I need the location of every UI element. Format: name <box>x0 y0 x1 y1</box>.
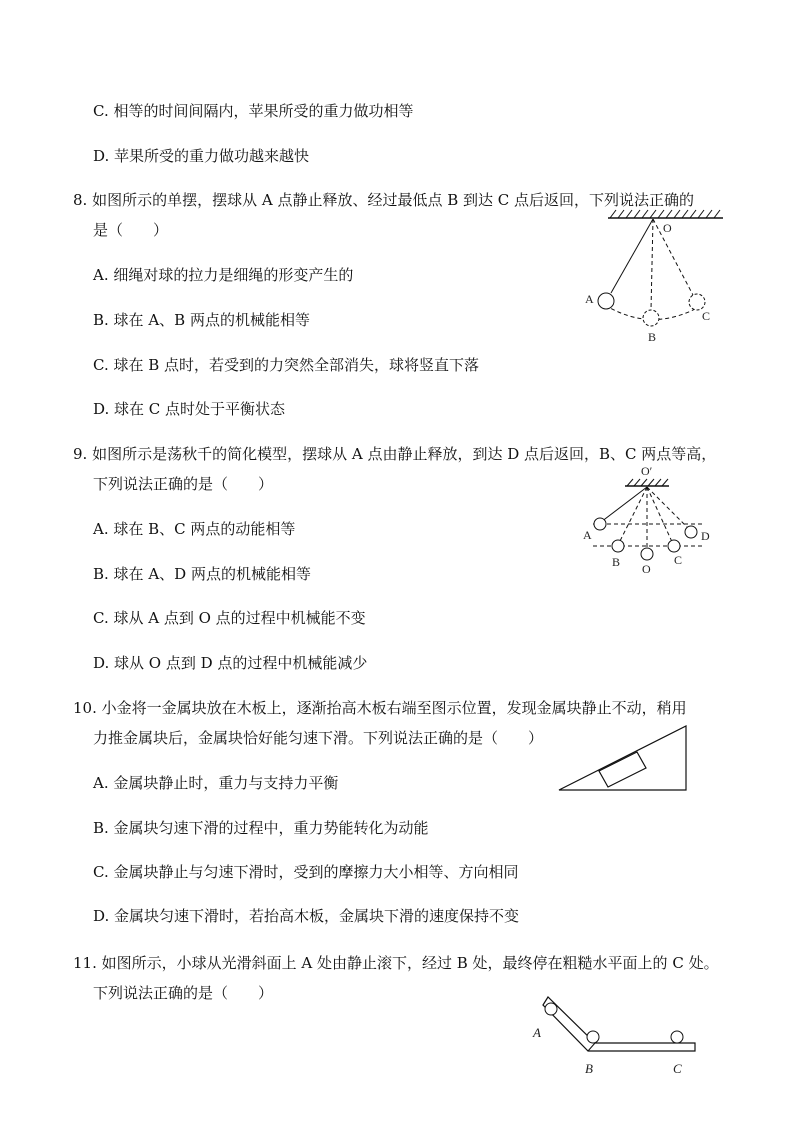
q9-stem-line1: 9. 如图所示是荡秋千的简化模型，摆球从 A 点由静止释放，到达 D 点后返回，B、C 两点等高， <box>73 445 717 463</box>
label-c: C <box>673 1061 682 1076</box>
q9-option-a: A. 球在 B、C 两点的动能相等 <box>93 520 296 538</box>
ball-b <box>643 310 659 326</box>
q8-option-d: D. 球在 C 点时处于平衡状态 <box>93 400 286 418</box>
ball-o <box>641 548 653 560</box>
q10-option-d: D. 金属块匀速下滑时，若抬高木板，金属块下滑的速度保持不变 <box>93 907 520 925</box>
incline-figure <box>555 720 695 800</box>
ball-c <box>668 540 680 552</box>
label-o: O <box>642 562 651 576</box>
q10-stem-line1: 10. 小金将一金属块放在木板上，逐渐抬高木板右端至图示位置，发现金属块静止不动，稍用 <box>73 699 687 717</box>
q9-stem-line2: 下列说法正确的是（ ） <box>93 475 274 493</box>
q10-option-c: C. 金属块静止与匀速下滑时，受到的摩擦力大小相等、方向相同 <box>93 863 519 881</box>
label-a: A <box>533 1025 541 1040</box>
ball-b <box>587 1031 599 1043</box>
q8-option-c: C. 球在 B 点时，若受到的力突然全部消失，球将竖直下落 <box>93 356 480 374</box>
label-d: D <box>701 529 710 543</box>
q8-stem-line2: 是（ ） <box>93 221 169 239</box>
swing-model-figure <box>575 460 725 580</box>
q7-option-c: C. 相等的时间间隔内，苹果所受的重力做功相等 <box>93 102 414 120</box>
q10-option-a: A. 金属块静止时，重力与支持力平衡 <box>93 774 339 792</box>
q10-option-b: B. 金属块匀速下滑的过程中，重力势能转化为动能 <box>93 819 429 837</box>
ball-a <box>598 293 614 309</box>
ball-c <box>671 1031 683 1043</box>
label-b: B <box>612 555 621 569</box>
label-b: B <box>585 1061 593 1076</box>
string-solid <box>611 219 653 293</box>
ball-c <box>689 294 705 310</box>
string-d <box>647 487 689 529</box>
label-o: O <box>663 221 672 235</box>
label-o-prime: O′ <box>641 464 653 478</box>
string-a <box>601 487 647 522</box>
ball-d <box>685 526 697 538</box>
slope-figure <box>525 995 705 1080</box>
q8-option-a: A. 细绳对球的拉力是细绳的形变产生的 <box>93 266 354 284</box>
label-a: A <box>583 528 592 542</box>
pendulum-figure <box>575 205 725 345</box>
metal-block <box>599 752 646 787</box>
string-dashed-c <box>653 219 693 295</box>
string-dashed-b <box>651 219 653 310</box>
q10-stem-line2: 力推金属块后，金属块恰好能匀速下滑。下列说法正确的是（ ） <box>93 729 544 747</box>
q9-option-c: C. 球从 A 点到 O 点的过程中机械能不变 <box>93 609 366 627</box>
q7-option-d: D. 苹果所受的重力做功越来越快 <box>93 147 310 165</box>
swing-support <box>625 479 669 486</box>
q11-stem-line1: 11. 如图所示，小球从光滑斜面上 A 处由静止滚下，经过 B 处，最终停在粗糙水平面上的 C 处。 <box>73 954 719 972</box>
slope-and-floor <box>543 997 695 1051</box>
q8-option-b: B. 球在 A、B 两点的机械能相等 <box>93 311 310 329</box>
label-c: C <box>702 309 711 323</box>
string-b <box>619 487 647 543</box>
q9-option-b: B. 球在 A、D 两点的机械能相等 <box>93 565 311 583</box>
ceiling-support <box>608 210 723 218</box>
q11-stem-line2: 下列说法正确的是（ ） <box>93 984 274 1002</box>
q9-option-d: D. 球从 O 点到 D 点的过程中机械能减少 <box>93 654 368 672</box>
ball-a <box>545 1003 557 1015</box>
q8-stem-line1: 8. 如图所示的单摆，摆球从 A 点静止释放、经过最低点 B 到达 C 点后返回，下列说法正确的 <box>73 191 695 209</box>
string-c <box>647 487 673 544</box>
label-c: C <box>674 553 683 567</box>
ball-b <box>612 540 624 552</box>
label-a: A <box>585 292 594 306</box>
ball-a <box>594 518 606 530</box>
label-b: B <box>648 330 657 344</box>
